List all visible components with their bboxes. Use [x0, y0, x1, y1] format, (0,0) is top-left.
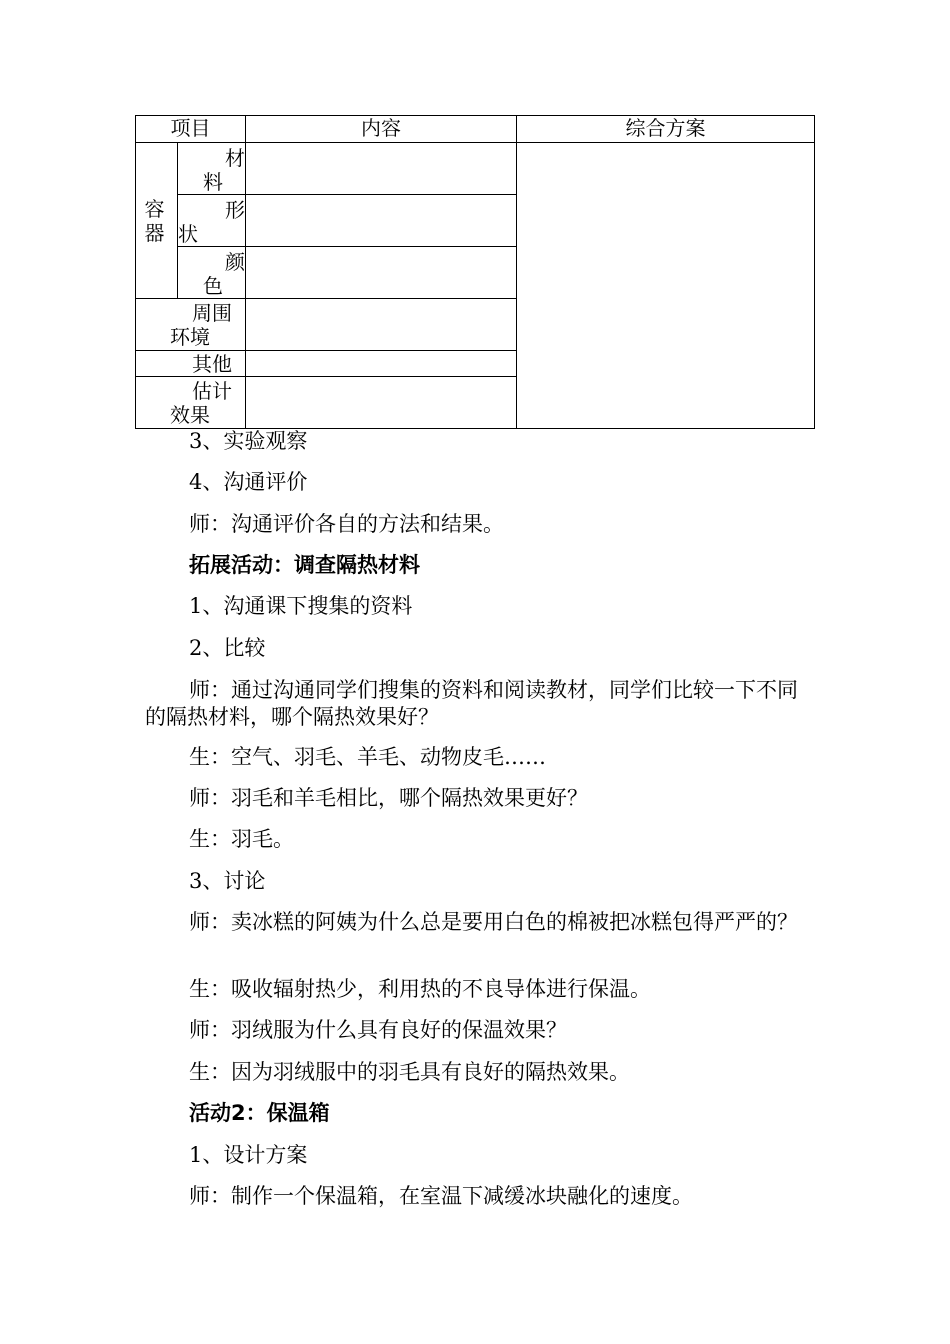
- content-cell: [246, 195, 517, 247]
- plan-cell: [517, 143, 815, 429]
- section-heading: 拓展活动：调查隔热材料: [189, 553, 420, 577]
- paragraph: 1、沟通课下搜集的资料: [189, 594, 413, 618]
- paragraph: 师：制作一个保温箱，在室温下减缓冰块融化的速度。: [189, 1184, 693, 1208]
- paragraph: 师：通过沟通同学们搜集的资料和阅读教材，同学们比较一下不同的隔热材料，哪个隔热效果好？: [145, 678, 798, 729]
- paragraph: 生：因为羽绒服中的羽毛具有良好的隔热效果。: [189, 1060, 630, 1084]
- paragraph: 4、沟通评价: [189, 470, 308, 494]
- paragraph: 3、实验观察: [189, 429, 308, 453]
- header-content: 内容: [246, 116, 517, 143]
- paragraph: 生：空气、羽毛、羊毛、动物皮毛……: [189, 745, 546, 769]
- row-label-shape: 形 状: [178, 195, 246, 247]
- table-row: [136, 143, 815, 195]
- paragraph: 3、讨论: [189, 869, 266, 893]
- paragraph: 1、设计方案: [189, 1143, 308, 1167]
- paragraph: 师：羽绒服为什么具有良好的保温效果？: [189, 1018, 567, 1042]
- paragraph: 生：羽毛。: [189, 827, 294, 851]
- paragraph: 2、比较: [189, 636, 266, 660]
- content-cell: [246, 351, 517, 377]
- row-label-estimated-effect: 估计 效果: [136, 377, 246, 429]
- content-cell: [246, 143, 517, 195]
- section-heading: 活动2：保温箱: [189, 1101, 330, 1125]
- design-plan-table: [135, 115, 815, 429]
- row-label-material: 材 料: [178, 143, 246, 195]
- content-cell: [246, 377, 517, 429]
- content-cell: [246, 247, 517, 299]
- header-item: 项目: [136, 116, 246, 143]
- row-label-environment: 周围 环境: [136, 299, 246, 351]
- content-cell: [246, 299, 517, 351]
- row-label-other: 其他: [136, 351, 246, 377]
- paragraph: 师：沟通评价各自的方法和结果。: [189, 512, 504, 536]
- header-plan: 综合方案: [517, 116, 815, 143]
- paragraph: 师：卖冰糕的阿姨为什么总是要用白色的棉被把冰糕包得严严的？: [189, 910, 798, 934]
- row-label-color: 颜 色: [178, 247, 246, 299]
- paragraph: 师：羽毛和羊毛相比，哪个隔热效果更好？: [189, 786, 588, 810]
- paragraph: 生：吸收辐射热少，利用热的不良导体进行保温。: [189, 977, 651, 1001]
- container-group-label: 容 器: [136, 143, 178, 299]
- table-header-row: [136, 116, 815, 143]
